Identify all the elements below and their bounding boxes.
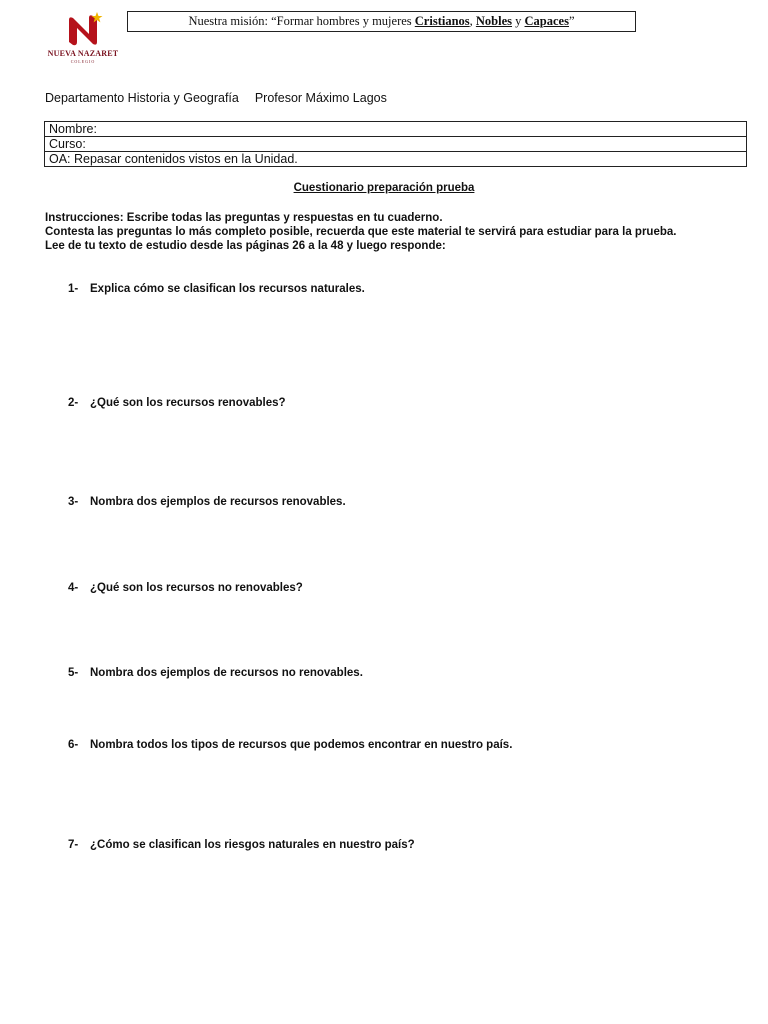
question-number: 6-: [68, 739, 79, 751]
question-item: [68, 739, 512, 751]
question-item: [68, 667, 363, 679]
question-text: ¿Qué son los recursos renovables?: [90, 397, 286, 409]
question-text: Nombra todos los tipos de recursos que podemos encontrar en nuestro país.: [90, 739, 513, 751]
mission-separator: y: [512, 14, 525, 28]
instructions-line: Instrucciones: Escribe todas las preguntas y respuestas en tu cuaderno.: [45, 212, 443, 224]
teacher-name: Profesor Máximo Lagos: [254, 91, 387, 105]
mission-separator: ,: [469, 14, 476, 28]
worksheet-title: Cuestionario preparación prueba: [293, 182, 475, 194]
question-number: 5-: [68, 667, 79, 679]
department-name: Departamento Historia y Geografía: [45, 91, 239, 105]
mission-box: [127, 11, 636, 32]
question-number: 3-: [68, 496, 79, 508]
school-logo: [44, 8, 122, 72]
logo-tagline: COLEGIO: [70, 59, 96, 64]
course-field[interactable]: Curso:: [45, 137, 747, 152]
question-item: [68, 283, 365, 295]
instructions-line: Contesta las preguntas lo más completo posible, recuerda que este material te servirá para estudiar para la prueba.: [45, 226, 677, 238]
question-text: Nombra dos ejemplos de recursos renovables.: [90, 496, 346, 508]
question-item: [68, 582, 303, 594]
mission-prefix: Nuestra misión: “Formar hombres y mujeres: [188, 14, 415, 28]
question-number: 4-: [68, 582, 79, 594]
question-number: 2-: [68, 397, 79, 409]
mission-word-cristianos: Cristianos: [414, 14, 470, 28]
mission-word-capaces: Capaces: [524, 14, 569, 28]
nueva-nazaret-emblem-icon: [59, 8, 107, 48]
logo-school-name: NUEVA NAZARET: [47, 49, 119, 58]
question-text: ¿Cómo se clasifican los riesgos naturales en nuestro país?: [90, 839, 415, 851]
mission-suffix: ”: [568, 14, 575, 28]
student-info-table: [44, 121, 747, 167]
mission-word-nobles: Nobles: [475, 14, 513, 28]
learning-objective: OA: Repasar contenidos vistos en la Unidad.: [45, 152, 747, 167]
question-item: [68, 496, 346, 508]
instructions-line: Lee de tu texto de estudio desde las páginas 26 a la 48 y luego responde:: [45, 240, 446, 252]
question-item: [68, 839, 415, 851]
instructions: [45, 211, 745, 253]
question-text: Nombra dos ejemplos de recursos no renovables.: [90, 667, 363, 679]
question-text: ¿Qué son los recursos no renovables?: [90, 582, 303, 594]
question-number: 1-: [68, 283, 79, 295]
question-number: 7-: [68, 839, 79, 851]
department-line: [45, 91, 387, 105]
question-text: Explica cómo se clasifican los recursos naturales.: [90, 283, 365, 295]
name-field[interactable]: Nombre:: [45, 122, 747, 137]
question-item: [68, 397, 286, 409]
